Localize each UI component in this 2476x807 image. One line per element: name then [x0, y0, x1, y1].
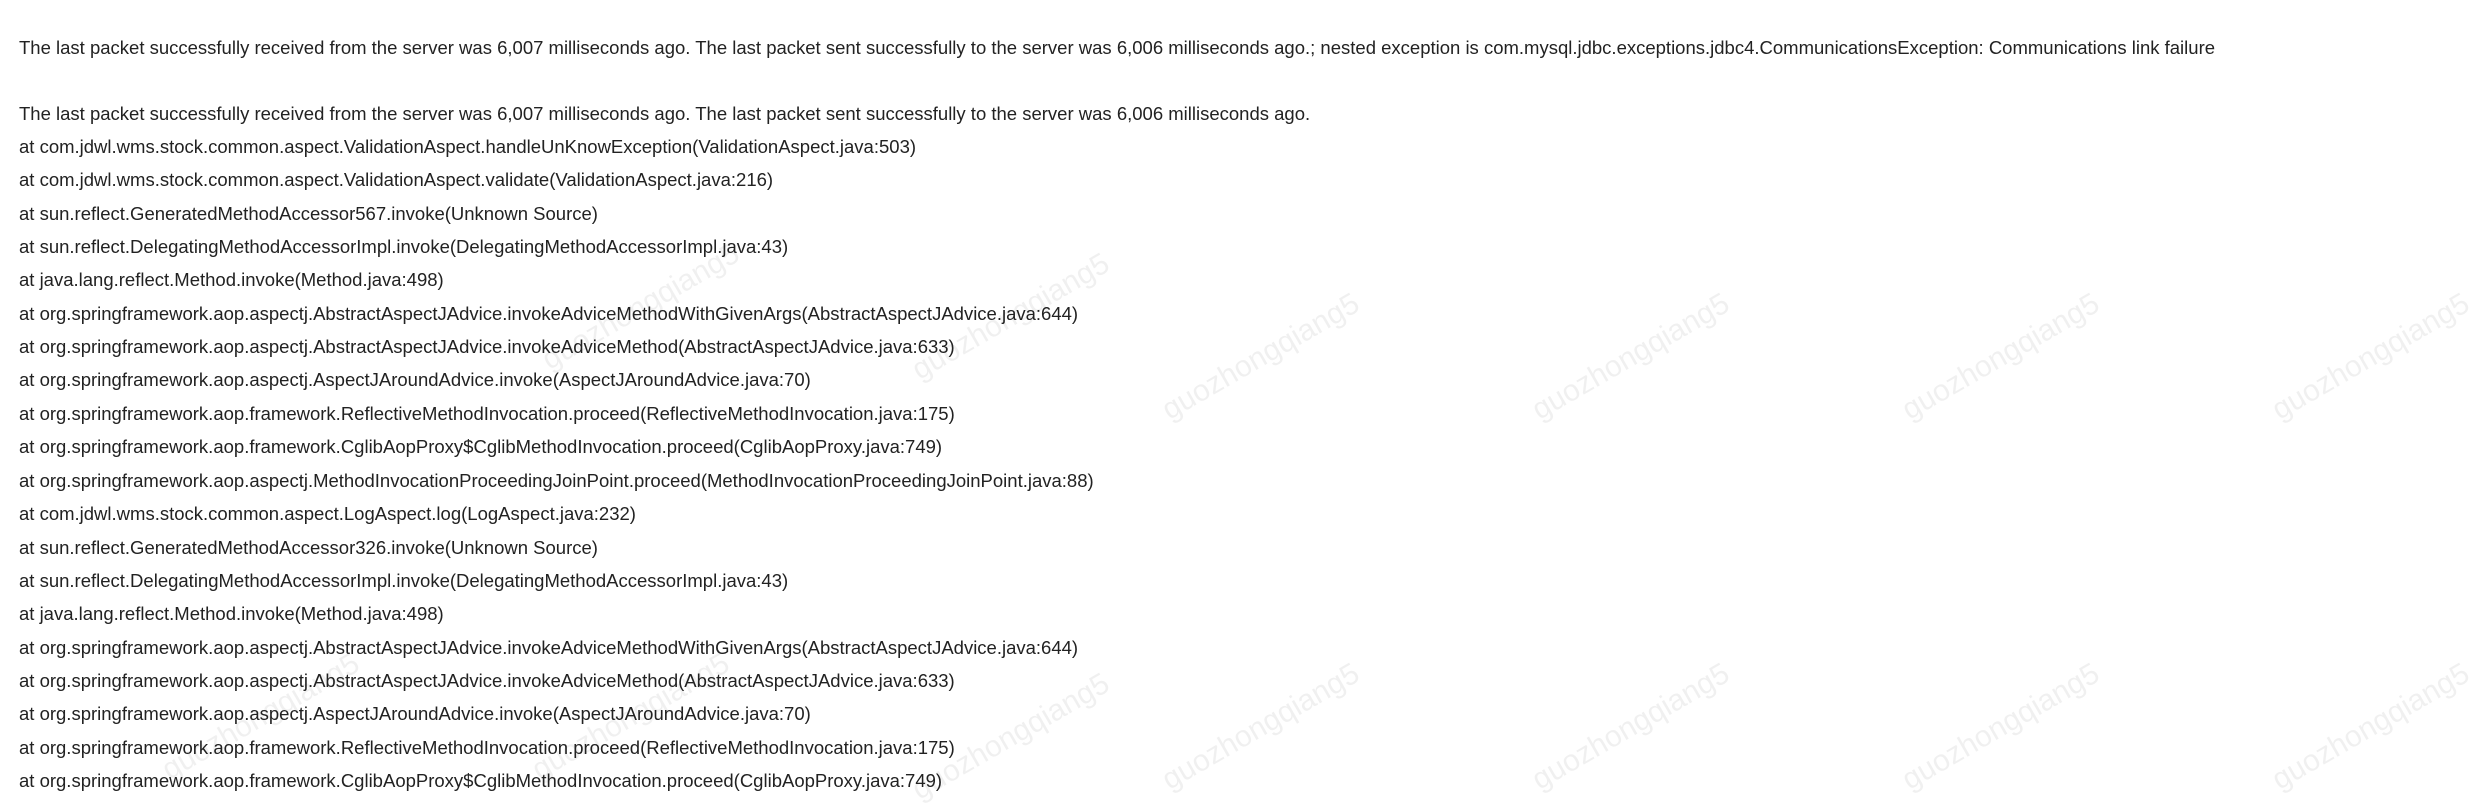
watermark: guozhongqiang5	[1156, 656, 1366, 797]
stack-frame: at org.springframework.aop.aspectj.AbstractAspectJAdvice.invokeAdviceMethodWithGivenArgs(AbstractAspectJAdvice.java:644)	[19, 303, 1079, 324]
stack-frame: at org.springframework.aop.aspectj.MethodInvocationProceedingJoinPoint.proceed(MethodInvocationProceedingJoinPoint.java:88)	[19, 470, 1094, 491]
stack-frame: at sun.reflect.GeneratedMethodAccessor326.invoke(Unknown Source)	[19, 537, 598, 558]
error-header: The last packet successfully received from the server was 6,007 milliseconds ago. The last packet sent successfully to the server was 6,006 milliseconds ago.; nested exception is com.mysql.jdbc.exceptions.jdbc4.CommunicationsException: Communications link failure	[19, 37, 2216, 58]
stack-frame: at org.springframework.aop.framework.ReflectiveMethodInvocation.proceed(ReflectiveMethodInvocation.java:175)	[19, 403, 955, 424]
stack-frame: at org.springframework.aop.aspectj.AbstractAspectJAdvice.invokeAdviceMethodWithGivenArgs(AbstractAspectJAdvice.java:644)	[19, 637, 1079, 658]
watermark: guozhongqiang5	[906, 666, 1116, 807]
stack-frame: at sun.reflect.DelegatingMethodAccessorImpl.invoke(DelegatingMethodAccessorImpl.java:43)	[19, 570, 789, 591]
stack-frame: at org.springframework.aop.aspectj.AspectJAroundAdvice.invoke(AspectJAroundAdvice.java:70)	[19, 369, 811, 390]
stack-frame: at java.lang.reflect.Method.invoke(Method.java:498)	[19, 603, 444, 624]
stack-frame: at com.jdwl.wms.stock.common.aspect.ValidationAspect.validate(ValidationAspect.java:216)	[19, 169, 774, 190]
watermark: guozhongqiang5	[526, 646, 736, 787]
stack-frame: at sun.reflect.GeneratedMethodAccessor567.invoke(Unknown Source)	[19, 203, 598, 224]
watermark: guozhongqiang5	[1156, 286, 1366, 427]
watermark: guozhongqiang5	[1896, 656, 2106, 797]
watermark: guozhongqiang5	[536, 236, 746, 377]
stack-frame: at org.springframework.aop.aspectj.AbstractAspectJAdvice.invokeAdviceMethod(AbstractAspectJAdvice.java:633)	[19, 670, 955, 691]
stack-frame: at sun.reflect.DelegatingMethodAccessorImpl.invoke(DelegatingMethodAccessorImpl.java:43)	[19, 236, 789, 257]
stack-frame: at org.springframework.aop.aspectj.AspectJAroundAdvice.invoke(AspectJAroundAdvice.java:70)	[19, 703, 811, 724]
error-message: The last packet successfully received from the server was 6,007 milliseconds ago. The last packet sent successfully to the server was 6,006 milliseconds ago.	[19, 103, 1311, 124]
stack-frame: at java.lang.reflect.Method.invoke(Method.java:498)	[19, 269, 444, 290]
watermark: guozhongqiang5	[1526, 286, 1736, 427]
watermark: guozhongqiang5	[2266, 286, 2476, 427]
watermark: guozhongqiang5	[1526, 656, 1736, 797]
stack-frame: at com.jdwl.wms.stock.common.aspect.LogAspect.log(LogAspect.java:232)	[19, 503, 636, 524]
watermark: guozhongqiang5	[1896, 286, 2106, 427]
watermark: guozhongqiang5	[906, 246, 1116, 387]
stack-frame: at org.springframework.aop.framework.CglibAopProxy$CglibMethodInvocation.proceed(CglibAopProxy.java:749)	[19, 770, 943, 791]
stack-frame: at org.springframework.aop.framework.ReflectiveMethodInvocation.proceed(ReflectiveMethodInvocation.java:175)	[19, 737, 955, 758]
stack-frame: at org.springframework.aop.framework.CglibAopProxy$CglibMethodInvocation.proceed(CglibAopProxy.java:749)	[19, 436, 943, 457]
stack-frame: at org.springframework.aop.aspectj.AbstractAspectJAdvice.invokeAdviceMethod(AbstractAspectJAdvice.java:633)	[19, 336, 955, 357]
watermark: guozhongqiang5	[156, 646, 366, 787]
watermark: guozhongqiang5	[2266, 656, 2476, 797]
stack-frame: at com.jdwl.wms.stock.common.aspect.ValidationAspect.handleUnKnowException(ValidationAspect.java:503)	[19, 136, 917, 157]
